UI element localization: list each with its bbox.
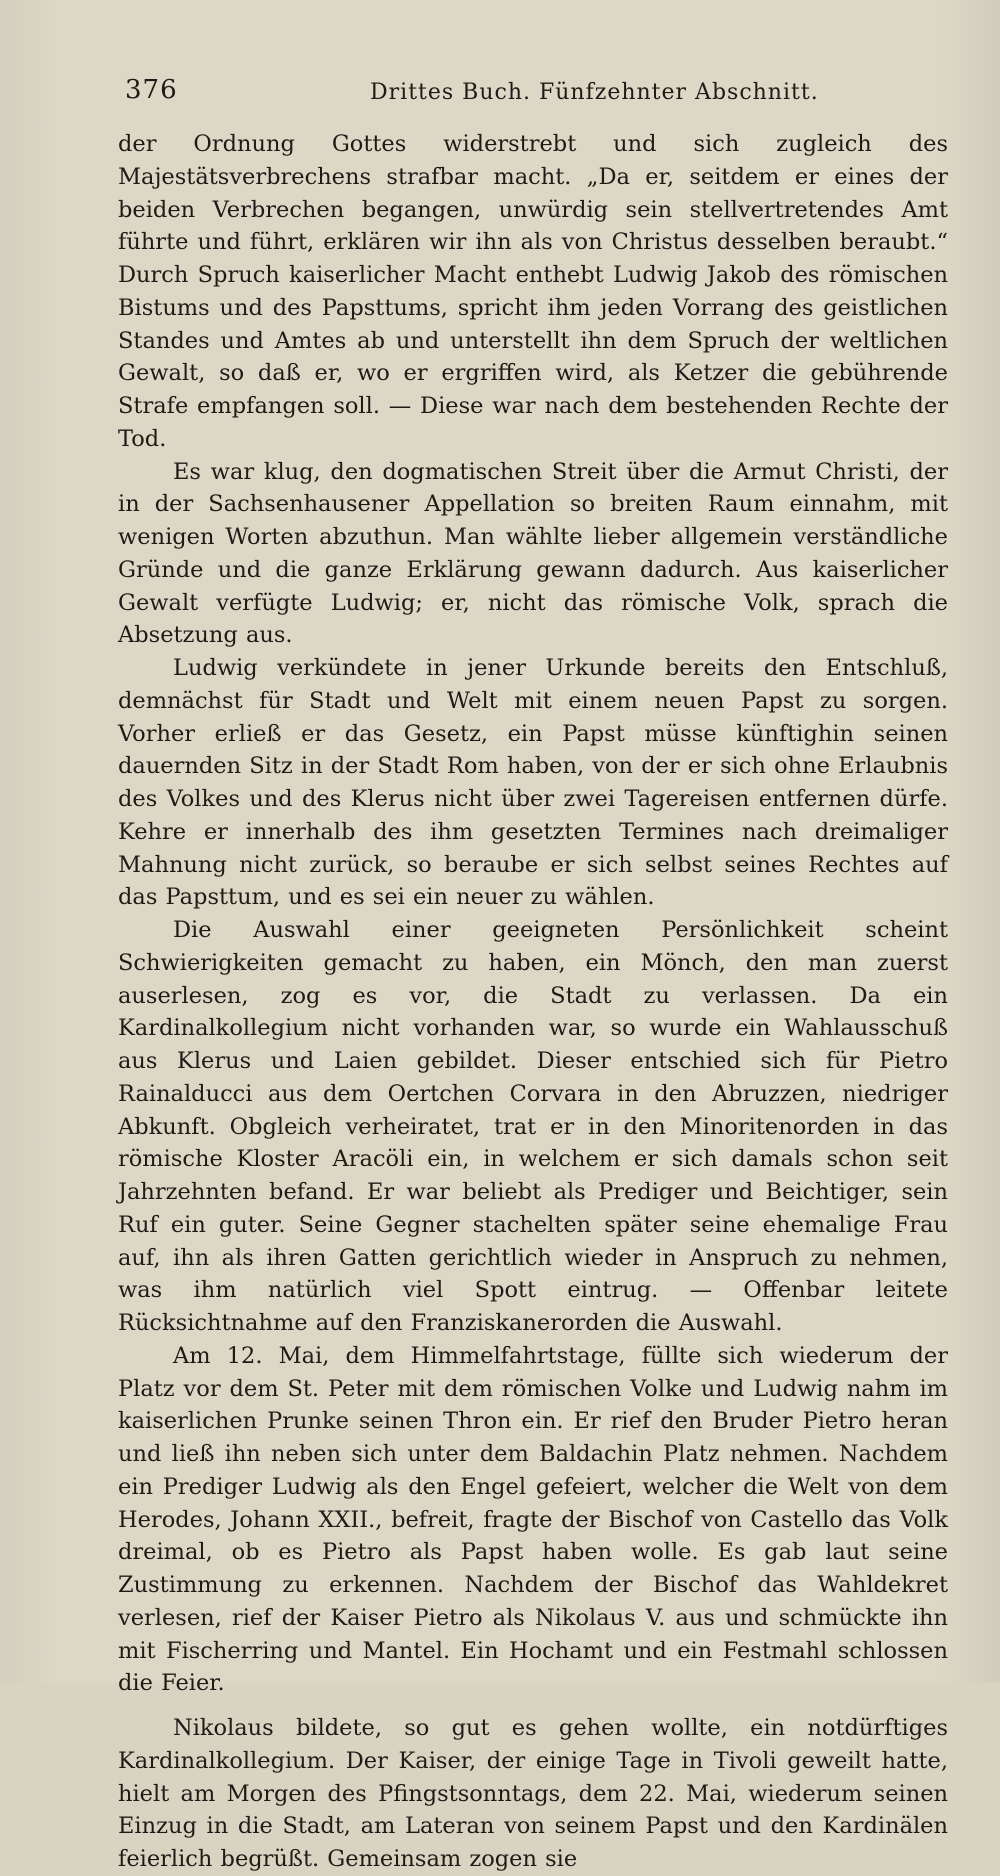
- paragraph-dogmatic-dispute: Es war klug, den dogmatischen Streit über die Armut Christi, der in der Sachsenhausener Appellation so breiten Raum einnahm, mit wenigen Worten abzuthun. Man wählte lieber allgemein verständliche Gründe und die ganze Erklärung gewann dadurch. Aus kaiserlicher Gewalt verfügte Ludwig; er, nicht das römische Volk, sprach die Absetzung aus.: [118, 458, 948, 649]
- page-number: 376: [125, 75, 178, 105]
- running-head: Drittes Buch. Fünfzehnter Abschnitt.: [370, 80, 819, 105]
- paragraph-new-pope-law: Ludwig verkündete in jener Urkunde bereits den Entschluß, demnächst für Stadt und Welt mit einem neuen Papst zu sorgen. Vorher erließ er das Gesetz, ein Papst müsse künftighin seinen dauernden Sitz in der Stadt Rom haben, von der er sich ohne Erlaubnis des Volkes und des Klerus nicht über zwei Tagereisen entfernen dürfe. Kehre er innerhalb des ihm gesetzten Termines nach dreimaliger Mahnung nicht zurück, so beraube er sich selbst seines Rechtes auf das Papsttum, und es sei ein neuer zu wählen.: [118, 655, 948, 911]
- page-header: [115, 75, 945, 115]
- paragraph-cardinal-college: Nikolaus bildete, so gut es gehen wollte, ein notdürftiges Kardinalkollegium. Der Kaiser, der einige Tage in Tivoli geweilt hatte, hielt am Morgen des Pfingstsonntags, dem 22. Mai, wiederum seinen Einzug in die Stadt, am Lateran von seinem Papst und den Kardinälen feierlich begrüßt. Gemeinsam zogen sie: [118, 1715, 948, 1872]
- paragraph-election-pietro: Die Auswahl einer geeigneten Persönlichkeit scheint Schwierigkeiten gemacht zu haben, ein Mönch, den man zuerst auserlesen, zog es vor, die Stadt zu verlassen. Da ein Kardinalkollegium nicht vorhanden war, so wurde ein Wahlausschuß aus Klerus und Laien gebildet. Dieser entschied sich für Pietro Rainalducci aus dem Oertchen Corvara in den Abruzzen, niedriger Abkunft. Obgleich verheiratet, trat er in den Minoritenorden in das römische Kloster Aracöli ein, in welchem er sich damals schon seit Jahrzehnten befand. Er war beliebt als Prediger und Beichtiger, sein Ruf ein guter. Seine Gegner stachelten später seine ehemalige Frau auf, ihn als ihren Gatten gerichtlich wieder in Anspruch zu nehmen, was ihm natürlich viel Spott eintrug. — Offenbar leitete Rücksichtnahme auf den Franziskanerorden die Auswahl.: [118, 917, 948, 1336]
- body-text: [118, 128, 948, 1876]
- paragraph-ascension-day: Am 12. Mai, dem Himmelfahrtstage, füllte sich wiederum der Platz vor dem St. Peter mit dem römischen Volke und Ludwig nahm im kaiserlichen Prunke seinen Thron ein. Er rief den Bruder Pietro heran und ließ ihn neben sich unter dem Baldachin Platz nehmen. Nachdem ein Prediger Ludwig als den Engel gefeiert, welcher die Welt von dem Herodes, Johann XXII., befreit, fragte der Bischof von Castello das Volk dreimal, ob es Pietro als Papst haben wolle. Es gab laut seine Zustimmung zu erkennen. Nachdem der Bischof das Wahldekret verlesen, rief der Kaiser Pietro als Nikolaus V. aus und schmückte ihn mit Fischerring und Mantel. Ein Hochamt und ein Festmahl schlossen die Feier.: [118, 1342, 948, 1697]
- paragraph-continuation: der Ordnung Gottes widerstrebt und sich zugleich des Majestätsverbrechens strafbar macht. „Da er, seitdem er eines der beiden Verbrechen begangen, unwürdig sein stellvertretendes Amt führte und führt, erklären wir ihn als von Christus desselben beraubt.“ Durch Spruch kaiserlicher Macht enthebt Ludwig Jakob des römischen Bistums und des Papsttums, spricht ihm jeden Vorrang des geistlichen Standes und Amtes ab und unterstellt ihn dem Spruch der weltlichen Gewalt, so daß er, wo er ergriffen wird, als Ketzer die gebührende Strafe empfangen soll. — Diese war nach dem bestehenden Rechte der Tod.: [118, 131, 948, 452]
